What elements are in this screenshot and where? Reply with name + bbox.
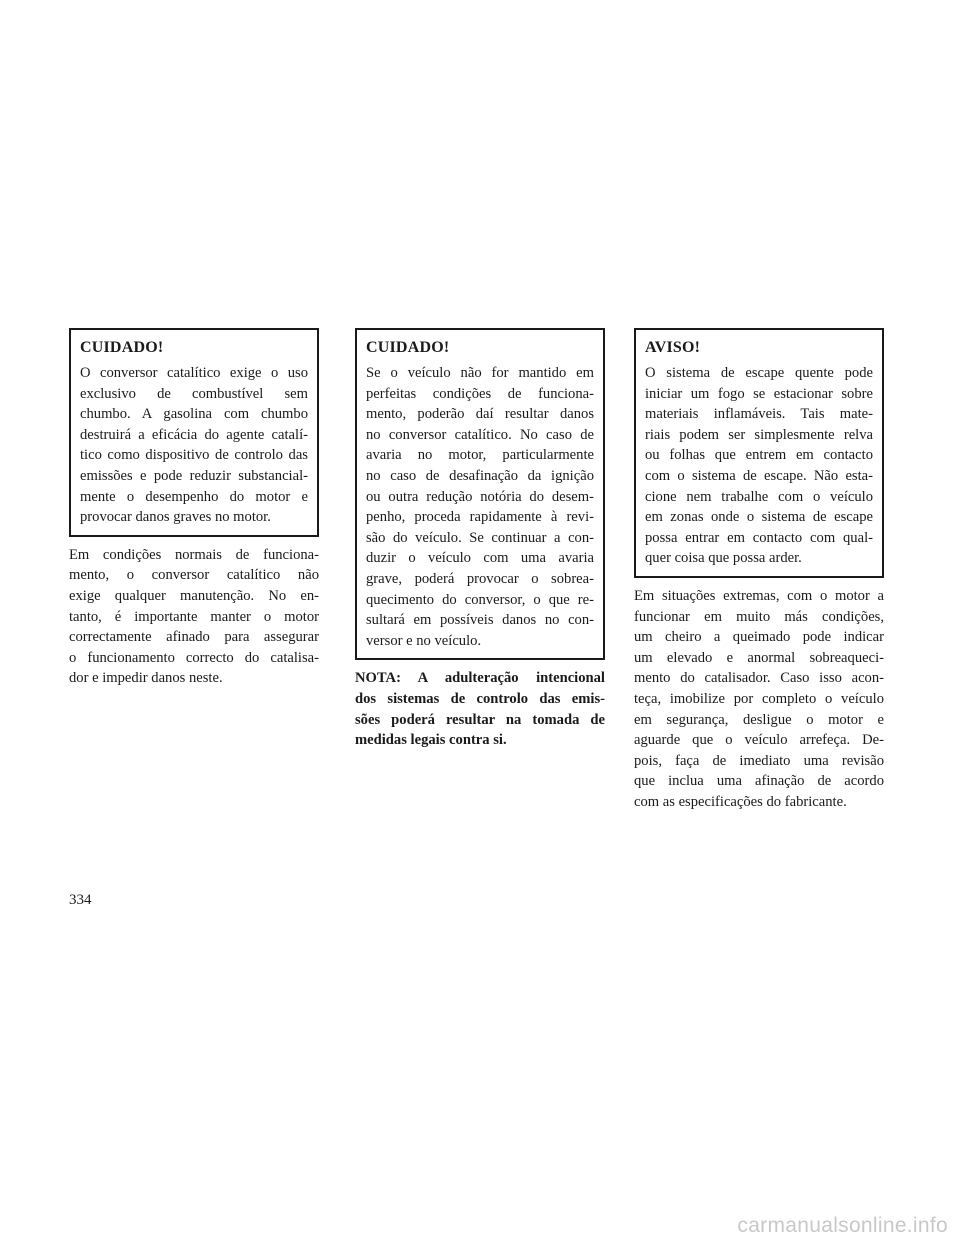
caution-text-line: O conversor catalítico exige o uso bbox=[80, 365, 308, 381]
paragraph-line: Em condições normais de funciona- bbox=[69, 546, 319, 563]
paragraph-line: funcionar em muito más condições, bbox=[634, 608, 884, 625]
paragraph-line: mento, o conversor catalítico não bbox=[69, 567, 319, 584]
caution-text-line: provocar danos graves no motor. bbox=[80, 509, 271, 526]
paragraph-line: dor e impedir danos neste. bbox=[69, 670, 223, 687]
note-line: NOTA: A adulteração intencional bbox=[355, 670, 605, 687]
caution-box bbox=[355, 328, 605, 660]
caution-text-line: sultará em possíveis danos no con- bbox=[366, 612, 594, 629]
caution-text-line: emissões e pode reduzir substancial- bbox=[80, 467, 308, 484]
note-line: sões poderá resultar na tomada de bbox=[355, 711, 605, 728]
body-paragraph bbox=[634, 586, 884, 813]
caution-text-line: mente o desempenho do motor e bbox=[80, 488, 308, 505]
caution-text-line: no conversor catalítico. No caso de bbox=[366, 426, 594, 443]
warning-text-line: quer coisa que possa arder. bbox=[645, 550, 802, 567]
caution-text-line: quecimento do conversor, o que re- bbox=[366, 591, 594, 608]
caution-text-line: avaria no motor, particularmente bbox=[366, 447, 594, 464]
warning-text-line: em zonas onde o sistema de escape bbox=[645, 509, 873, 526]
paragraph-line: pois, faça de imediato uma revisão bbox=[634, 752, 884, 769]
warning-text-line: ou folhas que entrem em contacto bbox=[645, 447, 873, 464]
paragraph-line: tanto, é importante manter o motor bbox=[69, 608, 319, 625]
paragraph-line: aguarde que o veículo arrefeça. De- bbox=[634, 732, 884, 749]
warning-text-line: O sistema de escape quente pode bbox=[645, 365, 873, 381]
warning-title: AVISO! bbox=[645, 339, 701, 356]
paragraph-line: que inclua uma afinação de acordo bbox=[634, 773, 884, 790]
caution-text-line: chumbo. A gasolina com chumbo bbox=[80, 406, 308, 423]
caution-title: CUIDADO! bbox=[366, 339, 450, 356]
caution-text-line: mento, poderão daí resultar danos bbox=[366, 406, 594, 423]
warning-text-line: com o sistema de escape. Não esta- bbox=[645, 467, 873, 484]
caution-title: CUIDADO! bbox=[80, 339, 164, 356]
caution-text-line: no caso de desafinação da ignição bbox=[366, 467, 594, 484]
caution-text-line: penho, proceda rapidamente à revi- bbox=[366, 509, 594, 526]
paragraph-line: correctamente afinado para assegurar bbox=[69, 629, 319, 646]
paragraph-line: mento do catalisador. Caso isso acon- bbox=[634, 670, 884, 687]
note-paragraph bbox=[355, 668, 605, 750]
paragraph-line: Em situações extremas, com o motor a bbox=[634, 587, 884, 604]
caution-text-line: destruirá a eficácia do agente catalí- bbox=[80, 426, 308, 443]
warning-text-line: materiais inflamáveis. Tais mate- bbox=[645, 406, 873, 423]
column-right bbox=[634, 328, 884, 812]
caution-text-line: grave, poderá provocar o sobrea- bbox=[366, 570, 594, 587]
caution-text-line: perfeitas condições de funciona- bbox=[366, 385, 594, 402]
page-number: 334 bbox=[69, 892, 92, 908]
caution-text-line: ou outra redução notória do desem- bbox=[366, 488, 594, 505]
caution-text-line: são do veículo. Se continuar a con- bbox=[366, 529, 594, 546]
warning-text-line: cione nem trabalhe com o veículo bbox=[645, 488, 873, 505]
warning-text-line: possa entrar em contacto com qual- bbox=[645, 529, 873, 546]
warning-box bbox=[634, 328, 884, 578]
watermark: carmanualsonline.info bbox=[737, 1214, 948, 1237]
caution-box bbox=[69, 328, 319, 537]
warning-text-line: riais podem ser simplesmente relva bbox=[645, 426, 873, 443]
paragraph-line: teça, imobilize por completo o veículo bbox=[634, 690, 884, 707]
paragraph-line: exige qualquer manutenção. No en- bbox=[69, 587, 319, 604]
caution-text-line: exclusivo de combustível sem bbox=[80, 385, 308, 402]
paragraph-line: um cheiro a queimado pode indicar bbox=[634, 629, 884, 646]
note-line: medidas legais contra si. bbox=[355, 732, 507, 749]
paragraph-line: em segurança, desligue o motor e bbox=[634, 711, 884, 728]
caution-text-line: versor e no veículo. bbox=[366, 632, 482, 649]
paragraph-line: um elevado e anormal sobreaqueci- bbox=[634, 649, 884, 666]
column-middle bbox=[355, 328, 605, 751]
paragraph-line: com as especificações do fabricante. bbox=[634, 793, 847, 810]
note-line: dos sistemas de controlo das emis- bbox=[355, 690, 605, 707]
body-paragraph bbox=[69, 545, 319, 689]
paragraph-line: o funcionamento correcto do catalisa- bbox=[69, 649, 319, 666]
warning-text-line: iniciar um fogo se estacionar sobre bbox=[645, 385, 873, 402]
column-left bbox=[69, 328, 319, 689]
caution-text-line: tico como dispositivo de controlo das bbox=[80, 447, 308, 464]
caution-text-line: Se o veículo não for mantido em bbox=[366, 365, 594, 381]
caution-text-line: duzir o veículo com uma avaria bbox=[366, 550, 594, 567]
